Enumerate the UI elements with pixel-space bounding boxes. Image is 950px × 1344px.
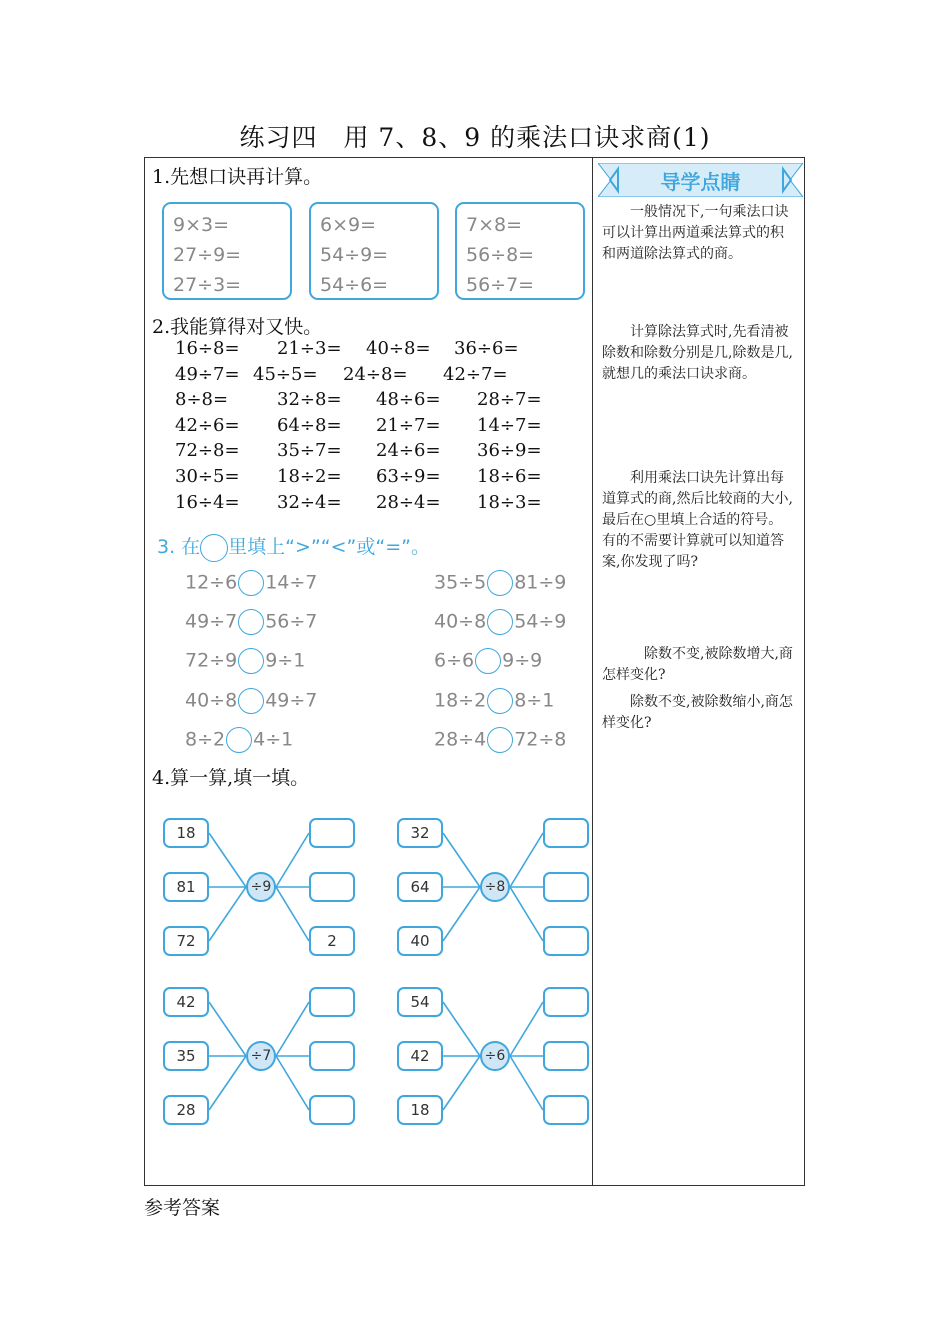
quotient-input-box[interactable]	[543, 872, 589, 902]
quotient-input-box[interactable]	[543, 926, 589, 956]
dividend-box: 40	[397, 926, 443, 956]
connector-line	[276, 1056, 309, 1110]
division-problem: 16÷4=	[175, 491, 240, 513]
right-expression: 9÷1	[265, 649, 306, 672]
right-expression: 14÷7	[265, 571, 318, 594]
problem: 9×3=	[173, 214, 230, 236]
left-expression: 35÷5	[434, 571, 487, 594]
division-problem: 28÷7=	[477, 389, 542, 411]
left-expression: 28÷4	[434, 728, 487, 751]
tip-5: 除数不变,被除数缩小,商怎样变化?	[602, 694, 793, 731]
right-expression: 8÷1	[514, 689, 555, 712]
connector-line	[443, 887, 480, 941]
divisor-hub: ÷8	[480, 872, 510, 902]
connector-line	[510, 833, 543, 887]
left-expression: 40÷8	[185, 689, 238, 712]
left-expression: 6÷6	[434, 649, 475, 672]
problem: 27÷3=	[173, 274, 242, 296]
dividend-box: 81	[163, 872, 209, 902]
section1-heading: 1.先想口诀再计算。	[152, 166, 323, 188]
problem: 7×8=	[466, 214, 523, 236]
connector-line	[209, 887, 246, 941]
division-problem: 32÷8=	[277, 389, 342, 411]
division-problem: 36÷6=	[454, 338, 519, 359]
dividend-box: 64	[397, 872, 443, 902]
division-problem: 18÷2=	[277, 466, 342, 487]
dividend-box: 18	[163, 818, 209, 848]
tip-3: 利用乘法口诀先计算出每道算式的商,然后比较商的大小,最后在○里填上合适的符号。有的不需要计算就可以知道答案,你发现了吗?	[602, 470, 793, 570]
dividend-box: 35	[163, 1041, 209, 1071]
dividend-box: 28	[163, 1095, 209, 1125]
right-expression: 4÷1	[253, 728, 294, 751]
left-expression: 12÷6	[185, 571, 238, 594]
right-expression: 56÷7	[265, 610, 318, 633]
connector-line	[276, 833, 309, 887]
connector-line	[510, 887, 543, 941]
division-problem: 63÷9=	[376, 466, 441, 487]
division-problem: 48÷6=	[376, 389, 441, 411]
problem: 6×9=	[320, 214, 377, 236]
division-problem: 42÷6=	[175, 414, 240, 436]
quotient-input-box[interactable]	[309, 987, 355, 1017]
division-problem: 16÷8=	[175, 338, 240, 359]
division-problem: 72÷8=	[175, 440, 240, 462]
right-expression: 49÷7	[265, 689, 318, 712]
quotient-input-box[interactable]	[309, 872, 355, 902]
dividend-box: 54	[397, 987, 443, 1017]
connector-line	[443, 1056, 480, 1110]
divisor-hub: ÷9	[246, 872, 276, 902]
left-expression: 8÷2	[185, 728, 226, 751]
division-problem: 28÷4=	[376, 491, 441, 513]
tip-2: 计算除法算式时,先看清被除数和除数分别是几,除数是几,就想几的乘法口诀求商。	[602, 324, 793, 382]
dividend-box: 42	[163, 987, 209, 1017]
divisor-hub: ÷6	[480, 1041, 510, 1071]
problem: 54÷9=	[320, 244, 389, 266]
answers-label: 参考答案	[144, 1197, 221, 1219]
problem: 56÷8=	[466, 244, 535, 266]
section2-heading: 2.我能算得对又快。	[152, 316, 323, 338]
connector-line	[276, 1002, 309, 1056]
left-expression: 72÷9	[185, 649, 238, 672]
connector-line	[209, 833, 246, 887]
division-problem: 36÷9=	[477, 440, 542, 462]
division-problem: 8÷8=	[175, 389, 229, 411]
section3-heading-pre: 3. 在	[157, 536, 201, 558]
problem: 27÷9=	[173, 244, 242, 266]
quotient-input-box[interactable]	[309, 818, 355, 848]
dividend-box: 32	[397, 818, 443, 848]
division-problem: 35÷7=	[277, 440, 342, 462]
quotient-input-box[interactable]	[543, 1095, 589, 1125]
division-problem: 18÷6=	[477, 466, 542, 487]
division-problem: 18÷3=	[477, 491, 542, 513]
division-problem: 14÷7=	[477, 414, 542, 436]
quotient-input-box[interactable]: 2	[309, 926, 355, 956]
connector-line	[510, 1056, 543, 1110]
right-expression: 81÷9	[514, 571, 567, 594]
division-problem: 24÷6=	[376, 440, 441, 462]
tip-1: 一般情况下,一句乘法口诀可以计算出两道乘法算式的积和两道除法算式的商。	[602, 204, 789, 262]
division-problem: 32÷4=	[277, 491, 342, 513]
left-expression: 49÷7	[185, 610, 238, 633]
divisor-hub: ÷7	[246, 1041, 276, 1071]
sidebar-banner-title: 导学点睛	[660, 170, 741, 194]
dividend-box: 18	[397, 1095, 443, 1125]
quotient-input-box[interactable]	[543, 1041, 589, 1071]
division-problem: 30÷5=	[175, 466, 240, 487]
division-problem: 40÷8=	[366, 338, 431, 359]
quotient-input-box[interactable]	[309, 1095, 355, 1125]
right-expression: 9÷9	[502, 649, 543, 672]
dividend-box: 72	[163, 926, 209, 956]
connector-line	[443, 1002, 480, 1056]
tip-4: 除数不变,被除数增大,商怎样变化?	[602, 646, 793, 683]
division-problem: 49÷7=	[175, 363, 240, 385]
division-problem: 42÷7=	[443, 363, 508, 385]
connector-line	[510, 1002, 543, 1056]
left-expression: 40÷8	[434, 610, 487, 633]
quotient-input-box[interactable]	[309, 1041, 355, 1071]
section3-heading-post: 里填上“>”“<”或“=”。	[228, 536, 430, 558]
connector-line	[276, 887, 309, 941]
right-expression: 54÷9	[514, 610, 567, 633]
division-problem: 21÷7=	[376, 414, 441, 436]
problem: 54÷6=	[320, 274, 389, 296]
connector-line	[209, 1002, 246, 1056]
division-problem: 45÷5=	[253, 363, 318, 385]
quotient-input-box[interactable]	[543, 987, 589, 1017]
right-expression: 72÷8	[514, 728, 567, 751]
division-problem: 64÷8=	[277, 414, 342, 436]
division-problem: 21÷3=	[277, 338, 342, 359]
quotient-input-box[interactable]	[543, 818, 589, 848]
problem: 56÷7=	[466, 274, 535, 296]
dividend-box: 42	[397, 1041, 443, 1071]
page-title: 练习四 用 7、8、9 的乘法口诀求商(1)	[239, 123, 711, 152]
section4-heading: 4.算一算,填一填。	[152, 767, 310, 789]
connector-line	[209, 1056, 246, 1110]
left-expression: 18÷2	[434, 689, 487, 712]
division-problem: 24÷8=	[343, 363, 408, 385]
connector-line	[443, 833, 480, 887]
